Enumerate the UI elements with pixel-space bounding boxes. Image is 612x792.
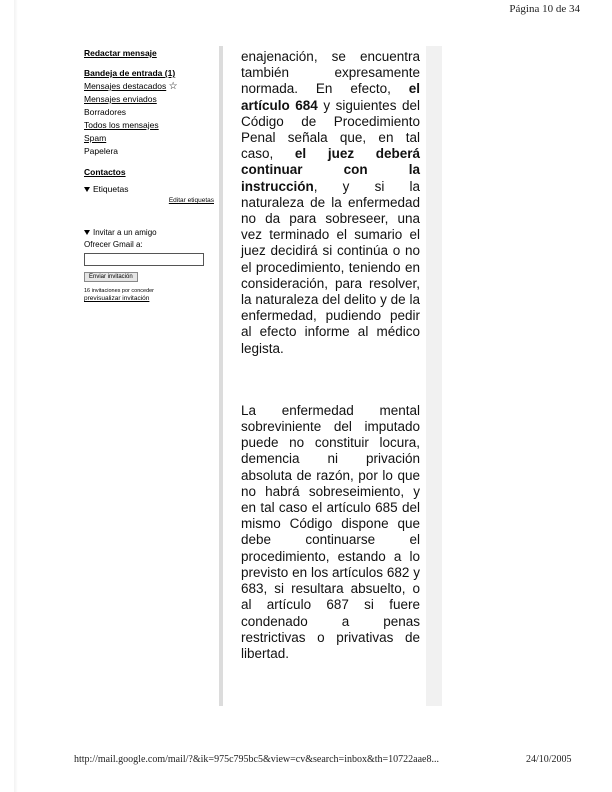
invite-toggle[interactable] <box>84 228 214 237</box>
star-outline-icon: ☆ <box>168 81 178 92</box>
edit-labels-link[interactable]: Editar etiquetas <box>168 197 214 204</box>
folder-list <box>84 67 214 158</box>
folder-trash[interactable]: Papelera <box>84 146 119 156</box>
page-number-header: Página 10 de 34 <box>509 3 580 15</box>
invite-email-input[interactable] <box>84 253 204 266</box>
p1-bold-article: el artículo 684 <box>241 81 420 113</box>
folder-spam[interactable]: Spam <box>84 133 107 143</box>
invite-header: Invitar a un amigo <box>93 228 157 237</box>
labels-header: Etiquetas <box>93 184 129 194</box>
p1-text-e: , y si la naturaleza de la enfermedad no da para sobreseer, una vez terminado el sumario el juez decidirá si continúa o no el procedimiento, teniendo en consideración, para resolver, la naturaleza del delito y de la enfermedad, pudiendo pedir al efecto informe al médico legista. <box>241 178 420 356</box>
p1-bold-judge: el juez deberá continuar con la instrucción <box>241 146 420 194</box>
footer-url: http://mail.google.com/mail/?&ik=975c795bc5&view=cv&search=inbox&th=10722aae8... <box>74 754 439 765</box>
folder-starred-link[interactable]: Mensajes destacados <box>84 81 167 91</box>
paragraph-1 <box>241 49 420 357</box>
p1-text-a: enajenación, se encuentra también expresamente normada. En efecto, <box>241 49 420 97</box>
contacts-link[interactable]: Contactos <box>84 167 126 177</box>
gmail-sidebar <box>84 48 214 302</box>
message-body <box>241 49 420 662</box>
p1-text-c: y siguientes del Código de Procedimiento Penal señala que, en tal caso, <box>241 97 420 162</box>
triangle-down-icon <box>84 187 90 192</box>
folder-inbox[interactable]: Bandeja de entrada (1) <box>84 68 176 78</box>
invitations-count: 16 invitaciones por conceder <box>84 288 155 294</box>
right-shade <box>426 46 442 706</box>
labels-toggle[interactable] <box>84 184 214 194</box>
paragraph-2: La enfermedad mental sobreviniente del imputado puede no constituir locura, demencia ni privación absoluta de razón, por lo que no habrá sobreseimiento, y en tal caso el artículo 685 del mismo Código dispone que debe continuarse el procedimiento, estando a lo previsto en los artículos 682 y 683, si resultara absuelto, o al artículo 687 si fuere condenado a penas restrictivas o privativas de libertad. <box>241 402 420 661</box>
send-invitation-button[interactable]: Enviar invitación <box>84 272 138 282</box>
footer-date: 24/10/2005 <box>526 754 572 765</box>
folder-all-mail[interactable]: Todos los mensajes <box>84 120 159 130</box>
scan-edge <box>14 0 18 792</box>
folder-drafts[interactable]: Borradores <box>84 107 127 117</box>
folder-sent[interactable]: Mensajes enviados <box>84 94 157 104</box>
offer-gmail-label: Ofrecer Gmail a: <box>84 240 143 249</box>
preview-invitation-link[interactable]: previsualizar invitación <box>84 295 150 302</box>
column-divider <box>219 46 223 706</box>
folder-starred <box>84 80 214 93</box>
compose-link[interactable]: Redactar mensaje <box>84 48 157 58</box>
triangle-down-icon <box>84 230 90 235</box>
